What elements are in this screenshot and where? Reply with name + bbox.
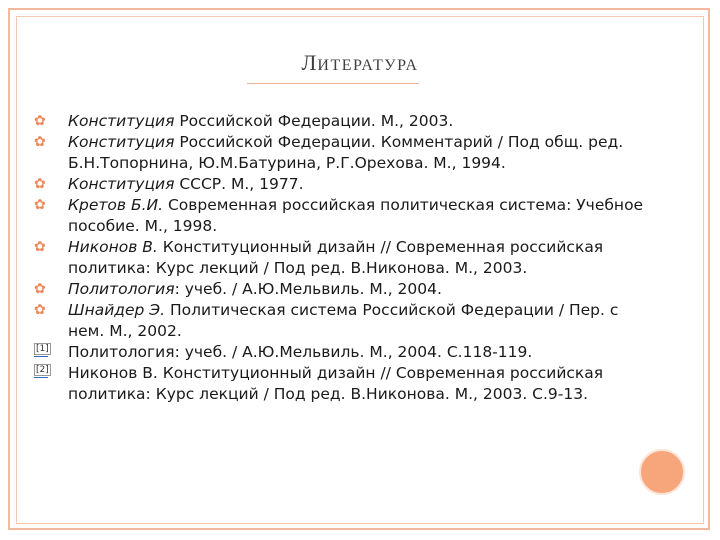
item-italic: Конституция bbox=[68, 133, 175, 151]
item-text: Политическая система Российской Федерации / Пер. с нем. М., 2002. bbox=[68, 301, 619, 340]
item-text: СССР. М., 1977. bbox=[174, 175, 304, 193]
footnote-text: Никонов В. Конституционный дизайн // Современная российская политика: Курс лекций / Под ред. В.Никонова. М., 2003. С.9-13. bbox=[68, 364, 604, 403]
list-item bbox=[34, 174, 654, 195]
title-underline bbox=[247, 83, 419, 84]
title-rest: ИТЕРАТУРА bbox=[317, 57, 419, 74]
item-italic: Конституция bbox=[68, 112, 175, 130]
footnote-link-underline bbox=[34, 356, 48, 357]
decorative-circle bbox=[639, 449, 685, 495]
item-text: Российской Федерации. М., 2003. bbox=[174, 112, 454, 130]
footnote-link[interactable]: [1] bbox=[36, 344, 49, 354]
flower-bullet-icon: ✿ bbox=[34, 239, 46, 255]
item-text: Современная российская политическая система: Учебное пособие. М., 1998. bbox=[68, 196, 644, 235]
title-first-letter: Л bbox=[301, 50, 318, 75]
list-item bbox=[34, 279, 654, 300]
item-text: Российской Федерации. Комментарий / Под общ. ред. Б.Н.Топорнина, Ю.М.Батурина, Р.Г.Орехова. М., 1994. bbox=[68, 133, 624, 172]
flower-bullet-icon: ✿ bbox=[34, 281, 46, 297]
footnote-text: Политология: учеб. / А.Ю.Мельвиль. М., 2004. С.118-119. bbox=[68, 343, 533, 361]
flower-bullet-icon: ✿ bbox=[34, 176, 46, 192]
footnote-link[interactable]: [2] bbox=[36, 365, 49, 375]
item-italic: Политология bbox=[68, 280, 175, 298]
item-italic: Шнайдер Э. bbox=[68, 301, 166, 319]
literature-list bbox=[34, 111, 654, 405]
item-italic: Кретов Б.И. bbox=[68, 196, 164, 214]
list-item bbox=[34, 132, 654, 174]
list-item bbox=[34, 300, 654, 342]
item-text: : учеб. / А.Ю.Мельвиль. М., 2004. bbox=[174, 280, 442, 298]
footnote-item bbox=[34, 342, 654, 363]
flower-bullet-icon: ✿ bbox=[34, 113, 46, 129]
item-italic: Никонов В. bbox=[68, 238, 158, 256]
flower-bullet-icon: ✿ bbox=[34, 197, 46, 213]
footnote-item bbox=[34, 363, 654, 405]
item-text: Конституционный дизайн // Современная российская политика: Курс лекций / Под ред. В.Никонова. М., 2003. bbox=[68, 238, 604, 277]
flower-bullet-icon: ✿ bbox=[34, 134, 46, 150]
list-item bbox=[34, 111, 654, 132]
item-italic: Конституция bbox=[68, 175, 175, 193]
list-item bbox=[34, 237, 654, 279]
flower-bullet-icon: ✿ bbox=[34, 302, 46, 318]
list-item bbox=[34, 195, 654, 237]
slide-title bbox=[0, 50, 720, 76]
footnote-link-underline bbox=[34, 377, 48, 378]
